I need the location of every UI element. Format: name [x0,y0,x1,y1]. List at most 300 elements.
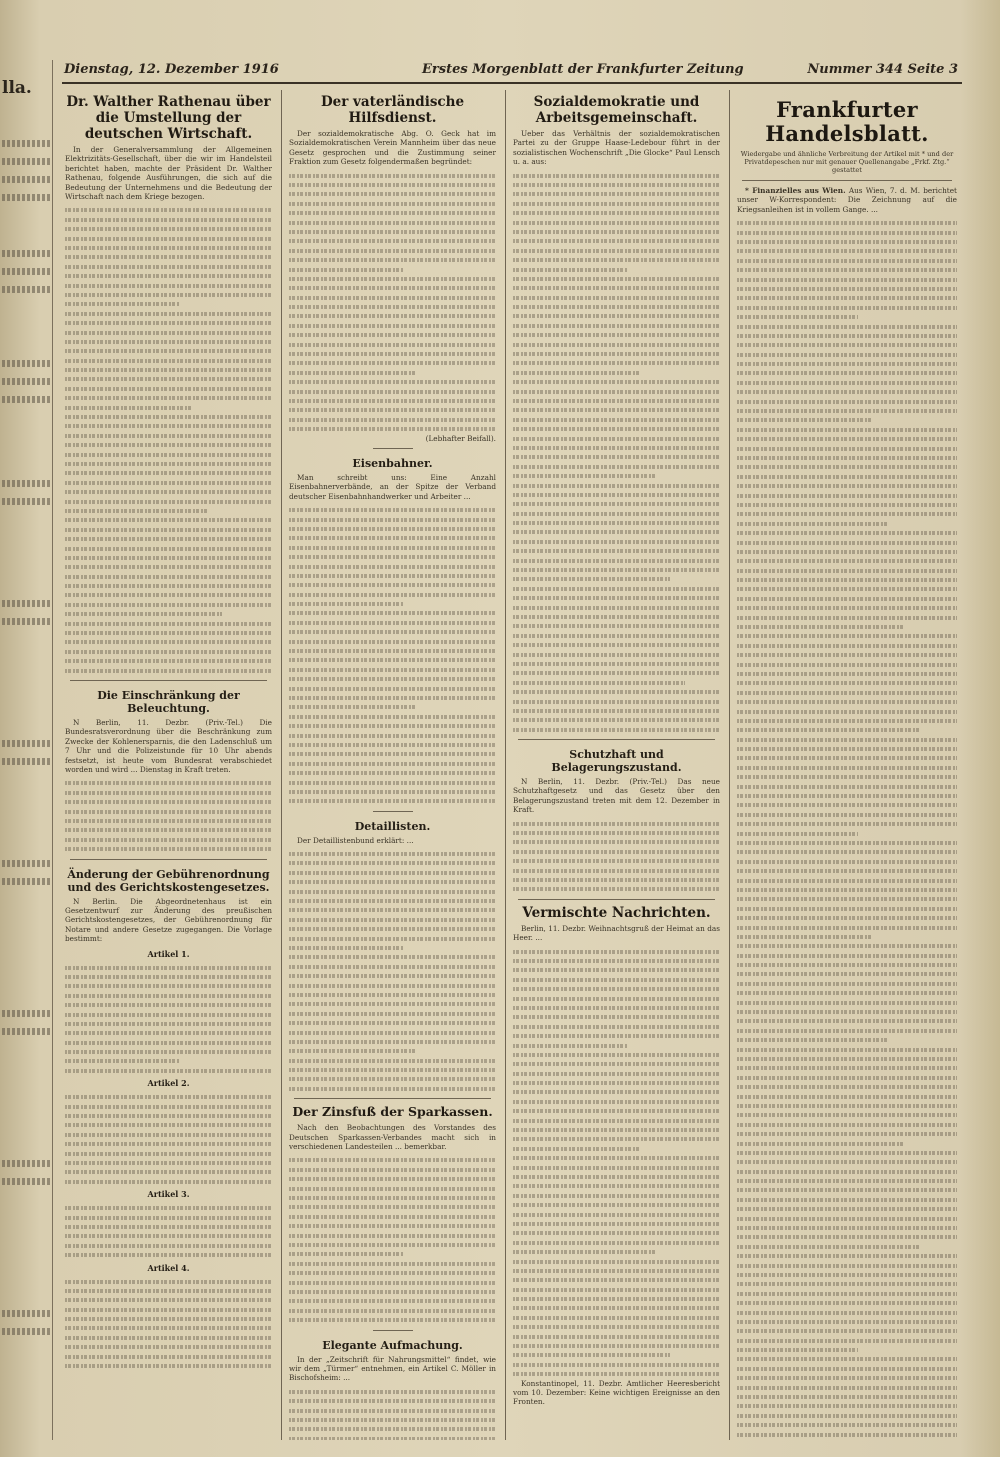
illegible-text-line [513,218,720,227]
illegible-text-line [513,650,720,659]
illegible-text-line [513,1200,720,1209]
illegible-text-line [65,544,272,553]
illegible-text-line [737,1364,957,1373]
illegible-text-line [737,425,957,434]
illegible-text-line [289,377,496,386]
illegible-text-line [65,1047,272,1056]
illegible-text-line [65,1019,272,1028]
illegible-text-line [289,599,403,608]
illegible-text-line [289,218,496,227]
illegible-text-line [289,1065,496,1074]
illegible-text-line [737,1298,957,1307]
article-body-vermischte [513,947,720,1379]
illegible-text-line [513,659,720,668]
illegible-text-line [737,566,957,575]
illegible-text-line [737,998,957,1007]
illegible-text-line [513,481,720,490]
illegible-text-line [65,600,272,609]
illegible-text-line [65,1092,272,1101]
illegible-text-line [289,749,496,758]
illegible-text-line [65,1314,272,1323]
illegible-text-line [513,293,720,302]
illegible-text-line [289,1046,417,1055]
article-title-wien: * Finanzielles aus Wien. [745,186,846,195]
illegible-text-line [289,1193,496,1202]
illegible-text-line [289,684,496,693]
illegible-text-line [65,421,272,430]
illegible-text-line [65,1149,272,1158]
illegible-text-line [513,1031,720,1040]
illegible-text-line [737,1157,957,1166]
article-intro-detaillisten: Der Detaillistenbund erklärt: ... [297,835,414,845]
illegible-text-line [289,971,496,980]
column-1 [62,90,275,1440]
illegible-text-line [513,847,720,856]
illegible-text-line [737,753,957,762]
illegible-text-line [65,281,272,290]
illegible-text-line [65,788,272,797]
illegible-text-line [65,972,272,981]
illegible-text-line [737,866,957,875]
illegible-text-line [513,631,720,640]
illegible-text-line [65,393,272,402]
illegible-text-line [737,791,957,800]
article-intro-sozialdemokratie: Ueber das Verhältnis der sozialdemokratischen Partei zu der Gruppe Haase-Ledebour führt in der sozialistischen Wochenschrift „Die Glocke“ Paul Lensch u. a. aus: [513,129,720,167]
illegible-text-line [65,656,272,665]
illegible-text-line [289,778,496,787]
illegible-text-line [513,311,720,320]
illegible-text-line [289,1018,496,1027]
illegible-text-line [513,1285,720,1294]
illegible-text-line [737,1045,957,1054]
illegible-text-line [513,725,720,734]
illegible-text-line [513,1163,720,1172]
illegible-text-line [737,284,957,293]
illegible-text-line [65,1066,272,1075]
illegible-text-line [737,547,957,556]
illegible-text-line [289,505,496,514]
illegible-text-line [513,1106,720,1115]
illegible-text-line [513,603,720,612]
article-title-sparkassen: Der Zinsfuß der Sparkassen. [292,1104,493,1120]
illegible-text-line [289,321,496,330]
article-body-wien [737,218,957,1439]
article-intro-rathenau: In der Generalversammlung der Allgemeinen Elektrizitäts-Gesellschaft, über die wir im Handelsteil berichtet haben, machte der Präsident Dr. Walther Rathenau, folgende Ausführungen, die sich auf die Bedeutung der Unternehmens und die Bedeutung der Wirtschaft nach dem Kriege bezogen. [65,145,272,202]
column-3 [510,90,723,1440]
article-title-aufmachung: Elegante Aufmachung. [322,1338,463,1352]
illegible-text-line [737,1270,957,1279]
illegible-text-line [65,1352,272,1361]
illegible-text-line [737,1317,957,1326]
illegible-text-line [289,990,496,999]
illegible-text-line [65,440,272,449]
illegible-text-line [737,406,957,415]
illegible-text-line [65,478,272,487]
illegible-text-line [289,571,496,580]
illegible-text-line [737,1242,920,1251]
column-divider [729,90,730,1440]
illegible-text-line [289,1231,496,1240]
illegible-text-line [289,1028,496,1037]
illegible-text-line [289,590,496,599]
illegible-text-line [289,759,496,768]
illegible-text-line [65,1111,272,1120]
illegible-text-line [513,405,720,414]
article-body-sozialdemokratie [513,171,720,734]
illegible-text-line [65,450,272,459]
article-title-gebuehrenordnung: Änderung der Gebührenordnung und des Gerichtskostengesetzes. [67,867,270,894]
illegible-text-line [513,1097,720,1106]
article-body-eisenbahner [289,505,496,806]
illegible-text-line [513,1228,720,1237]
illegible-text-line [737,1392,957,1401]
illegible-text-line [737,1420,957,1429]
illegible-text-line [65,459,272,468]
illegible-text-line [737,603,957,612]
illegible-text-line [737,735,957,744]
illegible-text-line [513,1012,720,1021]
illegible-text-line [289,1424,496,1433]
illegible-text-line [513,956,720,965]
illegible-text-line [513,819,720,828]
illegible-text-line [737,228,957,237]
illegible-text-line [737,1308,957,1317]
illegible-text-line [737,1082,957,1091]
illegible-text-line [289,887,496,896]
article-4-heading: Artikel 4. [147,1262,190,1273]
illegible-text-line [737,340,957,349]
article-title-schutzhaft: Schutzhaft und Belagerungszustand. [551,748,682,775]
illegible-text-line [65,506,208,515]
illegible-text-line [65,431,272,440]
illegible-text-line [289,255,496,264]
illegible-text-line [289,608,496,617]
adjacent-page-strip [0,60,53,1440]
illegible-text-line [65,1130,272,1139]
article-intro-hilfsdienst: Der sozialdemokratische Abg. O. Geck hat im Sozialdemokratischen Verein Mannheim über das neue Gesetz gesprochen und die Zustimmung seiner Fraktion zum Gesetz folgendermaßen begründet: [289,129,496,167]
illegible-text-line [65,224,272,233]
illegible-text-line [289,349,496,358]
illegible-text-line [513,199,720,208]
illegible-text-line [513,1210,720,1219]
illegible-text-line [289,1212,496,1221]
illegible-text-line [737,538,957,547]
illegible-text-line [513,947,720,956]
newspaper-name: Erstes Morgenblatt der Frankfurter Zeitung [422,62,744,77]
illegible-text-line [65,1323,272,1332]
illegible-text-line [513,415,720,424]
illegible-text-line [513,227,720,236]
illegible-text-line [65,991,272,1000]
illegible-text-line [289,905,496,914]
article-title-detaillisten: Detaillisten. [354,819,431,833]
illegible-text-line [513,1153,720,1162]
illegible-text-line [65,981,272,990]
illegible-text-line [513,1313,720,1322]
article-title-eisenbahner: Eisenbahner. [352,456,433,470]
illegible-text-line [513,358,720,367]
illegible-text-line [65,1241,272,1250]
illegible-text-line [65,562,272,571]
illegible-text-line [289,768,496,777]
illegible-text-line [289,396,496,405]
illegible-text-line [289,387,496,396]
illegible-text-line [513,593,720,602]
illegible-text-line [737,678,957,687]
illegible-text-line [65,1277,272,1286]
illegible-text-line [513,1172,720,1181]
illegible-text-line [737,359,957,368]
illegible-text-line [513,1219,720,1228]
illegible-text-line [289,787,496,796]
illegible-text-line [737,1251,957,1260]
illegible-text-line [737,847,957,856]
illegible-text-line [65,271,272,280]
page-header [62,60,962,84]
illegible-text-line [513,180,720,189]
illegible-text-line [737,660,957,669]
illegible-text-line [513,1116,720,1125]
illegible-text-line [65,468,272,477]
illegible-text-line [289,1009,496,1018]
illegible-text-line [65,825,272,834]
illegible-text-line [289,740,496,749]
illegible-text-line [737,988,957,997]
illegible-text-line [513,1087,720,1096]
illegible-text-line [737,697,957,706]
article-title-rathenau: Dr. Walther Rathenau über die Umstellung der deutschen Wirtschaft. [66,94,271,142]
article-intro-vermischte: Berlin, 11. Dezbr. Weihnachtsgruß der Heimat an das Heer. ... [513,923,720,943]
illegible-text-line [289,858,496,867]
illegible-text-line [289,171,496,180]
illegible-text-line [737,1289,957,1298]
illegible-text-line [513,1003,720,1012]
illegible-text-line [65,318,272,327]
illegible-text-line [513,884,720,893]
illegible-text-line [513,715,720,724]
issue-date: Dienstag, 12. Dezember 1916 [64,62,279,77]
illegible-text-line [289,646,496,655]
illegible-text-line [737,556,957,565]
article-intro-wien: * Finanzielles aus Wien. Aus Wien, 7. d. M. berichtet unser W-Korrespondent: Die Zeichnung auf die Kriegsanleihen ist in vollem Gange. ... [737,186,957,214]
illegible-text-line [513,265,627,274]
illegible-text-line [737,303,957,312]
illegible-text-line [513,687,720,696]
illegible-text-line [65,637,272,646]
illegible-text-line [289,1315,496,1324]
illegible-text-line [737,350,957,359]
illegible-text-line [289,1221,496,1230]
illegible-text-line [737,1101,957,1110]
illegible-text-line [289,311,496,320]
illegible-text-line [737,782,957,791]
illegible-text-line [513,377,720,386]
illegible-text-line [737,688,957,697]
illegible-text-line [513,612,720,621]
article-body-beleuchtung: N Berlin, 11. Dezbr. (Priv.-Tel.) Die Bundesratsverordnung über die Beschränkung zum Zwecke der Kohlenersparnis, die den Ladenschluß um 7 Uhr und die Polizeistunde für 10 Uhr abends festsetzt, ist heute vom Bundesrat verabschiedet worden und wird ... Dienstag in Kraft treten. [65,717,272,774]
illegible-text-line [289,293,496,302]
adjacent-page-fragment: lla. [2,78,32,98]
illegible-text-line [737,650,957,659]
article-2-heading: Artikel 2. [147,1078,190,1089]
illegible-text-line [65,1333,272,1342]
illegible-text-line [65,619,272,628]
illegible-text-line [737,800,957,809]
illegible-text-line [289,1406,496,1415]
illegible-text-line [737,744,957,753]
illegible-text-line [737,1195,957,1204]
illegible-text-line [289,849,496,858]
illegible-text-line [513,574,670,583]
illegible-text-line [289,1259,496,1268]
illegible-text-line [513,994,720,1003]
illegible-text-line [65,1295,272,1304]
illegible-text-line [737,575,957,584]
illegible-text-line [513,330,720,339]
illegible-text-line [65,797,272,806]
illegible-text-line [513,452,720,461]
illegible-text-line [513,255,720,264]
section-title-handelsblatt: Frankfurter Handelsblatt. [765,97,929,146]
illegible-text-line [737,1232,957,1241]
illegible-text-line [737,378,957,387]
illegible-text-line [513,1266,720,1275]
illegible-text-line [737,331,957,340]
column-divider [505,90,506,1440]
illegible-text-line [65,497,272,506]
illegible-text-line [289,265,403,274]
illegible-text-line [289,868,496,877]
illegible-text-line [513,283,720,292]
illegible-text-line [737,923,957,932]
illegible-text-line [513,1247,656,1256]
illegible-text-line [65,1028,272,1037]
illegible-text-line [289,1084,496,1093]
illegible-text-line [513,1332,720,1341]
illegible-text-line [513,1078,720,1087]
illegible-text-line [65,1167,272,1176]
illegible-text-line [289,552,496,561]
article-intro-aufmachung: In der „Zeitschrift für Nahrungsmittel“ findet, wie wir dem „Türmer“ entnehmen, ein Artikel C. Möller in Bischofsheim: ... [289,1354,496,1383]
article-body-hilfsdienst [289,171,496,434]
illegible-text-line [289,1296,496,1305]
article-title-beleuchtung: Die Einschränkung der Beleuchtung. [97,688,240,715]
illegible-text-line [65,299,179,308]
illegible-text-line [737,584,957,593]
illegible-text-line [513,396,720,405]
illegible-text-line [513,546,720,555]
illegible-text-line [737,1176,957,1185]
illegible-text-line [289,199,496,208]
illegible-text-line [513,340,720,349]
illegible-text-line [513,1144,641,1153]
article-3-body [65,1203,272,1259]
illegible-text-line [513,866,720,875]
illegible-text-line [513,189,720,198]
illegible-text-line [737,960,957,969]
illegible-text-line [513,621,720,630]
illegible-text-line [65,1250,272,1259]
article-body-beleuchtung-more [65,778,272,853]
illegible-text-line [737,810,957,819]
illegible-text-line [513,1238,720,1247]
illegible-text-line [289,693,496,702]
illegible-text-line [737,1204,957,1213]
illegible-text-line [737,913,957,922]
illegible-text-line [737,237,957,246]
illegible-text-line [289,877,496,886]
illegible-text-line [289,1037,496,1046]
illegible-text-line [513,1069,720,1078]
illegible-text-line [289,627,496,636]
illegible-text-line [289,1074,496,1083]
illegible-text-line [737,1129,957,1138]
illegible-text-line [65,835,272,844]
illegible-text-line [737,491,957,500]
illegible-text-line [65,215,272,224]
illegible-text-line [513,246,720,255]
illegible-text-line [513,975,720,984]
illegible-text-line [289,415,496,424]
illegible-text-line [513,1181,720,1190]
illegible-text-line [289,533,496,542]
illegible-text-line [737,969,957,978]
illegible-text-line [65,1010,272,1019]
illegible-text-line [737,1120,957,1129]
illegible-text-line [65,1361,272,1370]
illegible-text-line [513,565,720,574]
illegible-text-line [513,424,720,433]
illegible-text-line [289,924,496,933]
illegible-text-line [289,1415,496,1424]
illegible-text-line [65,384,272,393]
illegible-text-line [737,613,957,622]
illegible-text-line [513,1294,720,1303]
illegible-text-line [513,837,720,846]
illegible-text-line [513,302,720,311]
illegible-text-line [513,236,720,245]
illegible-text-line [65,1000,272,1009]
illegible-text-line [289,236,496,245]
illegible-text-line [289,368,417,377]
illegible-text-line [289,1396,496,1405]
illegible-text-line [737,528,957,537]
illegible-text-line [65,553,272,562]
article-title-sozialdemokratie: Sozialdemokratie und Arbeitsgemeinschaft. [533,94,700,126]
illegible-text-line [737,275,957,284]
illegible-text-line [289,1202,496,1211]
illegible-text-line [65,1222,272,1231]
illegible-text-line [737,716,957,725]
illegible-text-line [513,518,720,527]
illegible-text-line [65,816,272,825]
illegible-text-line [737,1054,957,1063]
illegible-text-line [737,838,957,847]
illegible-text-line [289,283,496,292]
illegible-text-line [737,1148,957,1157]
illegible-text-line [289,340,496,349]
illegible-text-line [737,1354,957,1363]
illegible-text-line [65,356,272,365]
illegible-text-line [737,1007,957,1016]
illegible-text-line [737,368,957,377]
illegible-text-line [289,962,496,971]
illegible-text-line [289,1278,496,1287]
illegible-text-line [737,500,957,509]
illegible-text-line [65,534,272,543]
illegible-text-line [737,312,858,321]
illegible-text-line [65,234,272,243]
